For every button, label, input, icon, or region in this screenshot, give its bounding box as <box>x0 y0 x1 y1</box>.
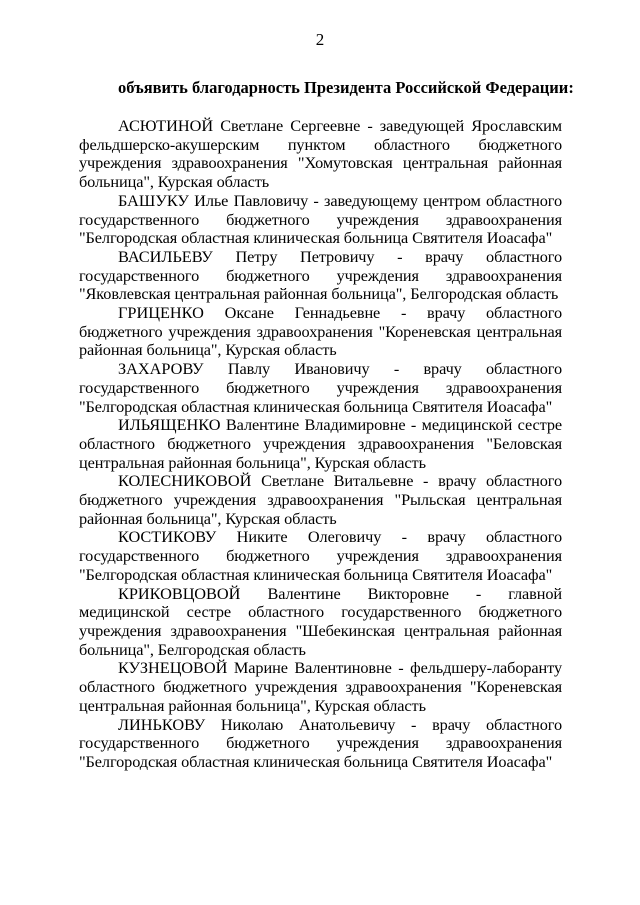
awardee-surname: КОЛЕСНИКОВОЙ <box>118 471 252 491</box>
awardee-surname: ИЛЬЯЩЕНКО <box>118 415 221 435</box>
awardee-entry <box>79 585 562 660</box>
awardee-surname: КУЗНЕЦОВОЙ <box>118 658 228 678</box>
awardee-entry <box>79 416 562 472</box>
awardee-entry <box>79 659 562 715</box>
awardee-entry <box>79 304 562 360</box>
awardee-list <box>79 117 562 772</box>
awardee-entry <box>79 360 562 416</box>
awardee-details: Оксане Геннадьевне - врачу областного бюджетного учреждения здравоохранения "Кореневская центральная районная больница", Курская область <box>79 303 562 360</box>
awardee-details: Павлу Ивановичу - врачу областного государственного бюджетного учреждения здравоохранения "Белгородская областная клиническая больница Святителя Иоасафа" <box>79 359 562 416</box>
awardee-details: Никите Олеговичу - врачу областного государственного бюджетного учреждения здравоохранения "Белгородская областная клиническая больница Святителя Иоасафа" <box>79 527 562 584</box>
awardee-details: Валентине Владимировне - медицинской сестре областного бюджетного учреждения здравоохранения "Беловская центральная районная больница", Курская область <box>79 415 562 472</box>
awardee-surname: КРИКОВЦОВОЙ <box>118 583 241 603</box>
awardee-entry <box>79 528 562 584</box>
awardee-details: Марине Валентиновне - фельдшеру-лаборанту областного бюджетного учреждения здравоохранения "Кореневская центральная районная больница", Курская область <box>79 658 562 715</box>
awardee-surname: ГРИЦЕНКО <box>118 303 204 323</box>
awardee-details: Светлане Сергеевне - заведующей Ярославским фельдшерско-акушерским пунктом областного бюджетного учреждения здравоохранения "Хомутовская центральная районная больница", Курская область <box>79 116 562 192</box>
awardee-surname: ВАСИЛЬЕВУ <box>118 246 213 266</box>
awardee-surname: КОСТИКОВУ <box>118 527 217 547</box>
awardee-surname: ЛИНЬКОВУ <box>118 714 206 734</box>
awardee-details: Петру Петровичу - врачу областного государственного бюджетного учреждения здравоохранения "Яковлевская центральная районная больница", Белгородская область <box>79 246 562 304</box>
awardee-details: Илье Павловичу - заведующему центром областного государственного бюджетного учреждения здравоохранения "Белгородская областная клиническая больница Святителя Иоасафа" <box>79 190 562 248</box>
awardee-surname: АСЮТИНОЙ <box>118 116 214 135</box>
awardee-entry <box>79 716 562 772</box>
awardee-surname: ЗАХАРОВУ <box>118 359 204 379</box>
decree-heading: объявить благодарность Президента Российской Федерации: <box>118 78 574 97</box>
awardee-details: Светлане Витальевне - врачу областного бюджетного учреждения здравоохранения "Рыльская центральная районная больница", Курская область <box>79 471 562 528</box>
awardee-entry <box>79 472 562 528</box>
awardee-details: Николаю Анатольевичу - врачу областного государственного бюджетного учреждения здравоохранения "Белгородская областная клиническая больница Святителя Иоасафа" <box>79 714 562 771</box>
awardee-details: Валентине Викторовне - главной медицинской сестре областного государственного бюджетного учреждения здравоохранения "Шебекинская центральная районная больница", Белгородская область <box>79 583 562 659</box>
page-number: 2 <box>315 30 325 49</box>
awardee-entry <box>79 248 562 304</box>
awardee-surname: БАШУКУ <box>118 190 189 210</box>
awardee-entry <box>79 192 562 248</box>
awardee-entry <box>79 117 562 192</box>
